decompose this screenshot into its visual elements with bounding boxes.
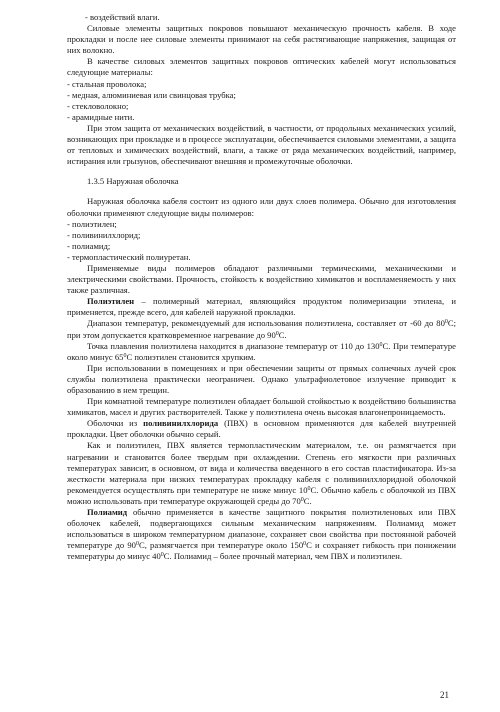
list-item: - полиамид; <box>67 240 111 251</box>
paragraph-polyethylene: Полиэтилен – полимерный материал, являющийся продуктом полимеризации этилена, и применяется, прежде всего, для кабелей наружной прокладки. <box>67 296 456 318</box>
paragraph-pe-temperature: Диапазон температур, рекомендуемый для использования полиэтилена, составляет от -60 до $80^0С$; при этом допускается кратковременное нагревание до $90^0С$. <box>67 318 456 340</box>
paragraph-pe-chemical: При комнатной температуре полиэтилен обладает большой стойкостью к воздействию большинства химикатов, масел и других растворителей. Также у полиэтилена очень высокая влагонепроницаемость. <box>67 396 456 418</box>
term-polyamide: Полиамид <box>87 507 128 518</box>
list-item: - термопластический полиуретан. <box>67 251 191 262</box>
list-item: - стальная проволока; <box>67 78 147 89</box>
term-pvc: поливинилхлорида <box>143 418 219 429</box>
list-item: - арамидные нити. <box>67 111 135 122</box>
paragraph-pe-outdoor: При использовании в помещениях и при обеспечении защиты от прямых солнечных лучей срок службы полиэтилена практически неограничен. Однако ультрафиолетовое излучение приводит к образованию в нем трещин. <box>67 362 456 395</box>
list-item: - стекловолокно; <box>67 100 129 111</box>
list-item: - воздействий влаги. <box>85 12 160 22</box>
section-heading: 1.3.5 Наружная оболочка <box>87 176 179 187</box>
paragraph-pvc-thermo: Как и полиэтилен, ПВХ является термопластическим материалом, т.е. он размягчается при нагревании и становится более твердым при охлаждении. Степень его мягкости при различных температурах зависит, в основном, от вида и количества введенного в его состав пластификатора. Из-за жесткости материала при низких температурах прокладку кабеля с поливинилхлоридной оболочкой рекомендуется осуществлять при температуре не ниже минус $10^0С$. Обычно кабель с оболочкой из ПВХ можно использовать при температуре окружающей среды до $70^0С$. <box>67 440 456 506</box>
paragraph-outer-sheath: Наружная оболочка кабеля состоит из одного или двух слоев полимера. Обычно для изготовления оболочки применяют следующие виды полимеров: <box>67 196 456 218</box>
paragraph-protection: При этом защита от механических воздействий, в частности, от продольных механических усилий, возникающих при прокладке и в процессе эксплуатации, обеспечивается силовыми элементами, а защита от тепловых и химических воздействий, влаги, а также от ряда механических воздействий, например, истирания или грызунов, обеспечивают внешняя и промежуточные оболочки. <box>67 122 456 167</box>
paragraph-pe-melting: Точка плавления полиэтилена находится в диапазоне температур от 110 до $130^0С$. При температуре около минус $65^0С$ полиэтилен становится хрупким. <box>67 340 456 362</box>
paragraph-materials-intro: В качестве силовых элементов защитных покровов оптических кабелей могут использоваться следующие материалы: <box>67 56 456 78</box>
list-item: - поливинилхлорид; <box>67 229 141 240</box>
list-item: - медная, алюминиевая или свинцовая трубка; <box>67 89 236 100</box>
paragraph-strength-elements: Силовые элементы защитных покровов повышают механическую прочность кабеля. В ходе прокладки и после нее силовые элементы принимают на себя растягивающие напряжения, защищая от них волокно. <box>67 23 456 56</box>
page-number: 21 <box>440 690 449 700</box>
paragraph-polyamide: Полиамид обычно применяется в качестве защитного покрытия полиэтиленовых или ПВХ оболочек кабелей, подвергающихся сильным механическим напряжениям. Полиамид может использоваться в широком температурном диапазоне, сохраняет свои свойства при постоянной рабочей температуре до $90^0С$, размягчается при температуре около $150^0С$ и сохраняет гибкость при понижении температуры до минус $40^0С$. Полиамид – более прочный материал, чем ПВХ и полиэтилен. <box>67 507 457 562</box>
paragraph-polymer-properties: Применяемые виды полимеров обладают различными термическими, механическими и электрическими свойствами. Прочность, стойкость к воздействию химикатов и воспламеняемость у них также различная. <box>67 262 456 296</box>
paragraph-pvc: Оболочки из поливинилхлорида (ПВХ) в основном применяются для кабелей внутренней прокладки. Цвет оболочки обычно серый. <box>67 418 456 440</box>
list-item: - полиэтилен; <box>67 218 117 229</box>
term-polyethylene: Полиэтилен <box>87 296 135 307</box>
